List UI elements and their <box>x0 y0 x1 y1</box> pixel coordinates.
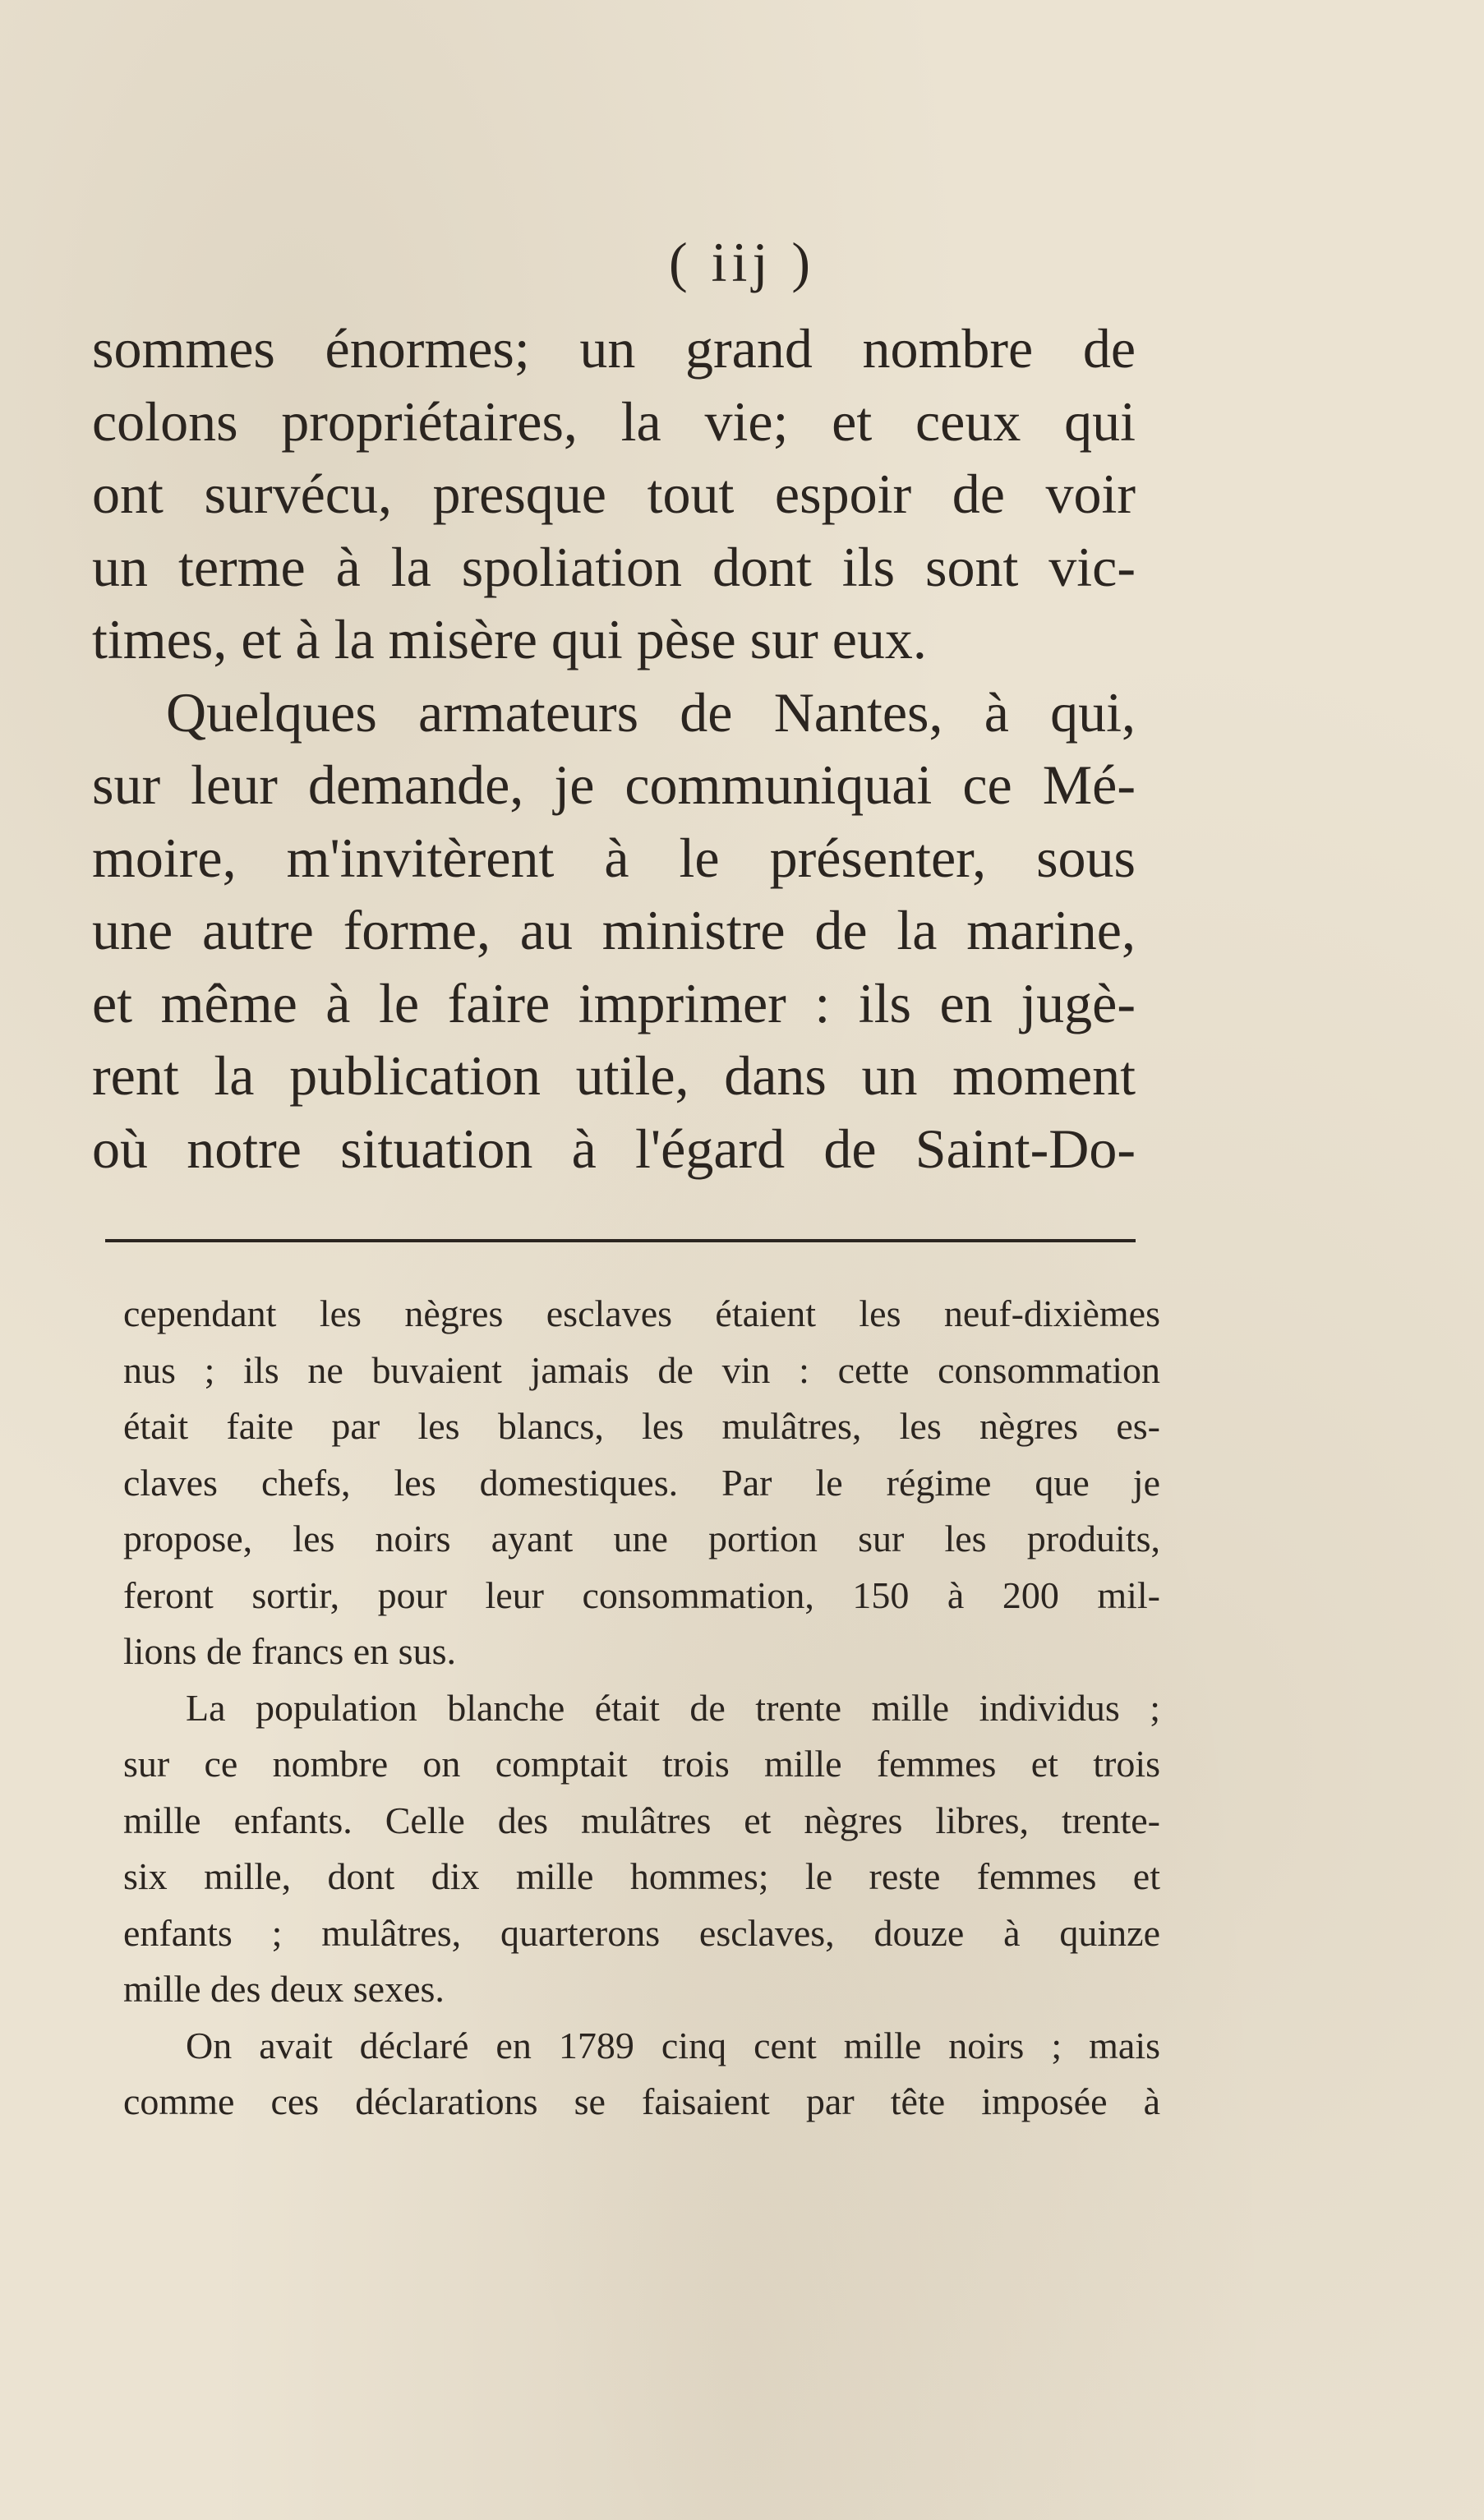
footnote-line: enfants ; mulâtres, quarterons esclaves, douze à quinze <box>123 1911 1160 1954</box>
text-line: un terme à la spoliation dont ils sont vic- <box>92 535 1136 598</box>
footnote-line: mille des deux sexes. <box>123 1968 445 2010</box>
footnote-line: La population blanche était de trente mille individus ; <box>186 1686 1160 1729</box>
footnote-line: était faite par les blancs, les mulâtres, les nègres es- <box>123 1405 1160 1447</box>
text-line: et même à le faire imprimer : ils en jugè- <box>92 971 1136 1034</box>
footnote-line: lions de francs en sus. <box>123 1630 456 1672</box>
footnote-line: propose, les noirs ayant une portion sur les produits, <box>123 1518 1160 1559</box>
footnote-line: feront sortir, pour leur consommation, 150 à 200 mil- <box>123 1573 1160 1616</box>
text-line: où notre situation à l'égard de Saint-Do- <box>92 1117 1136 1180</box>
footnote-line: sur ce nombre on comptait trois mille femmes et trois <box>123 1743 1160 1785</box>
text-line: rent la publication utile, dans un moment <box>92 1044 1136 1107</box>
text-line: sommes énormes; un grand nombre de <box>92 317 1136 380</box>
footnote-line: six mille, dont dix mille hommes; le reste femmes et <box>123 1855 1160 1897</box>
page-number: ( iij ) <box>669 231 815 293</box>
footnote-divider <box>105 1239 1136 1242</box>
footnote-line: comme ces déclarations se faisaient par tête imposée à <box>123 2080 1160 2122</box>
main-text <box>92 312 1136 1185</box>
footnote <box>123 1286 1160 2131</box>
text-line: times, et à la misère qui pèse sur eux. <box>92 608 927 670</box>
footnote-line: nus ; ils ne buvaient jamais de vin : cette consommation <box>123 1348 1160 1391</box>
text-line: une autre forme, au ministre de la marine, <box>92 899 1136 961</box>
footnote-line: cependant les nègres esclaves étaient les neuf-dixièmes <box>123 1292 1160 1334</box>
footnote-line: mille enfants. Celle des mulâtres et nègres libres, trente- <box>123 1799 1160 1841</box>
text-line: moire, m'invitèrent à le présenter, sous <box>92 826 1136 889</box>
footnote-line: claves chefs, les domestiques. Par le régime que je <box>123 1461 1160 1504</box>
text-line: ont survécu, presque tout espoir de voir <box>92 463 1136 525</box>
footnote-line: On avait déclaré en 1789 cinq cent mille noirs ; mais <box>186 2024 1160 2066</box>
text-line: colons propriétaires, la vie; et ceux qui <box>92 389 1136 453</box>
text-line: Quelques armateurs de Nantes, à qui, <box>166 680 1136 744</box>
text-line: sur leur demande, je communiquai ce Mé- <box>92 753 1136 816</box>
